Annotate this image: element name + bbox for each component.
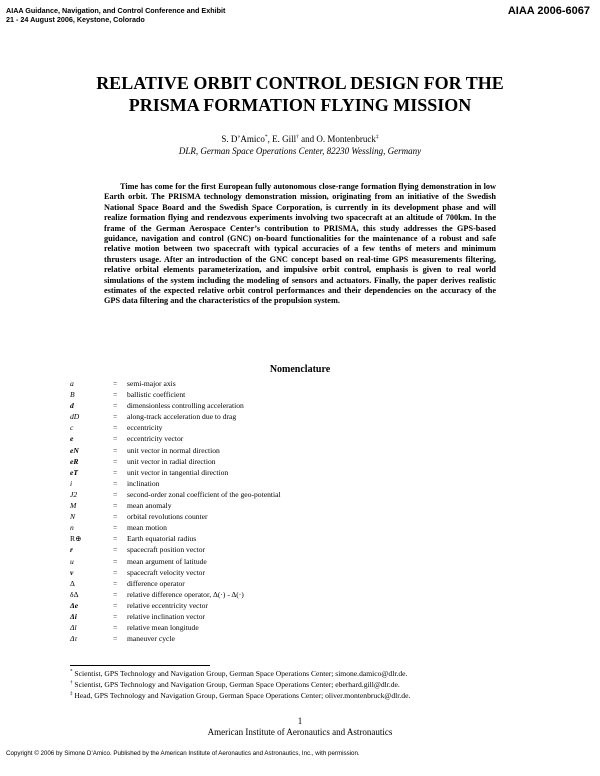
page-number: 1 xyxy=(297,716,303,726)
nomenclature-row xyxy=(70,422,530,433)
nomenclature-row xyxy=(70,478,530,489)
footnote xyxy=(70,690,540,701)
nomenclature-row xyxy=(70,622,530,633)
nom-symbol: B xyxy=(70,390,75,400)
nom-symbol: J2 xyxy=(70,489,78,499)
nom-definition: spacecraft position vector xyxy=(127,545,206,555)
author-2: E. Gill xyxy=(272,134,297,144)
nom-equals: = xyxy=(113,478,118,488)
nom-equals: = xyxy=(113,611,118,621)
nom-equals: = xyxy=(113,578,118,588)
footnotes xyxy=(70,668,540,701)
nom-equals: = xyxy=(113,379,118,388)
nom-definition: mean motion xyxy=(127,523,167,533)
nom-equals: = xyxy=(113,390,118,400)
nomenclature-row xyxy=(70,556,530,567)
nomenclature-row xyxy=(70,389,530,400)
nom-symbol: v xyxy=(70,567,74,577)
nom-symbol: dD xyxy=(70,412,80,422)
nom-equals: = xyxy=(113,456,118,466)
nom-symbol: n xyxy=(70,523,74,533)
footnote-divider xyxy=(70,665,210,666)
nom-symbol: Δi xyxy=(70,611,77,621)
nom-symbol: δΔ xyxy=(70,589,79,599)
nom-definition: relative mean longitude xyxy=(127,623,199,633)
affiliation: DLR, German Space Operations Center, 82230 Wessling, Germany xyxy=(178,146,422,156)
nom-equals: = xyxy=(113,634,118,644)
nom-definition: dimensionless controlling acceleration xyxy=(127,401,244,411)
nomenclature-row xyxy=(70,589,530,600)
author-1-mark: * xyxy=(264,134,268,140)
nom-symbol: N xyxy=(70,512,76,522)
nom-definition: unit vector in tangential direction xyxy=(127,467,229,477)
conference-header xyxy=(6,6,225,24)
nomenclature-row xyxy=(70,633,530,644)
nom-symbol: M xyxy=(70,501,77,511)
nom-definition: relative difference operator, Δ(·) - Δ(·) xyxy=(127,589,244,599)
author-1: S. D’Amico xyxy=(221,134,265,144)
nom-definition: relative eccentricity vector xyxy=(127,600,208,610)
nom-symbol: R⊕ xyxy=(70,534,82,544)
author-list: S. D’Amico*, E. Gill† and O. Montenbruck‡ xyxy=(221,134,379,144)
nom-equals: = xyxy=(113,423,118,433)
copyright-notice: Copyright © 2006 by Simone D’Amico. Published by the American Institute of Aeronautics and Astronautics, Inc., with permission. xyxy=(6,750,360,757)
nom-definition: orbital revolutions counter xyxy=(127,512,208,522)
nom-definition: spacecraft velocity vector xyxy=(127,567,206,577)
nom-definition: ballistic coefficient xyxy=(127,390,186,400)
nom-definition: difference operator xyxy=(127,578,185,588)
nomenclature-row xyxy=(70,511,530,522)
nom-equals: = xyxy=(113,412,118,422)
nom-symbol: eR xyxy=(70,456,79,466)
nom-definition: eccentricity xyxy=(127,423,163,433)
author-2-mark: † xyxy=(296,134,299,140)
nom-symbol: i xyxy=(70,478,73,488)
nomenclature-heading: Nomenclature xyxy=(269,364,331,375)
footnote-mark: † xyxy=(70,680,73,686)
nomenclature-row xyxy=(70,411,530,422)
title-line-1: RELATIVE ORBIT CONTROL DESIGN FOR THE xyxy=(96,73,504,93)
nom-equals: = xyxy=(113,401,118,411)
nom-symbol: r xyxy=(70,545,73,555)
nomenclature-row xyxy=(70,544,530,555)
nomenclature-row xyxy=(70,445,530,456)
nomenclature-row xyxy=(70,489,530,500)
nom-symbol: a xyxy=(70,379,74,388)
nom-definition: eccentricity vector xyxy=(127,434,184,444)
abstract: Time has come for the first European fully autonomous close-range formation flying demonstration in low Earth orbit. The PRISMA technology demonstration mission, originating from an initiative of the Swedish National Space Board and the Swedish Space Corporation, is currently in its development phase and will realize formation flying and rendezvous experiments involving two spacecraft at an altitude of 700km. In the frame of the German Aerospace Center’s contribution to PRISMA, this study addresses the GPS-based guidance, navigation and control (GNC) on-board functionalities for the maintenance of a robust and safe relative motion between two spacecraft with typical accuracies of a few tenths of meters and minimum thrusters usage. After an introduction of the GNC concept based on real-time GPS measurements filtering, relative orbital elements parameterization, and impulsive orbit control, emphasis is given to real world simulations of the system including the modeling of sensors and actuators. Finally, the paper derives realistic estimates of the expected relative orbit control performances and their dependencies on the accuracy of the GPS data filtering and the characteristics of the propulsion system. xyxy=(104,182,496,306)
organization-footer: American Institute of Aeronautics and Astronautics xyxy=(207,727,393,737)
nom-definition: mean anomaly xyxy=(127,501,172,511)
nom-equals: = xyxy=(113,523,118,533)
author-joiner: and xyxy=(301,134,315,144)
footnote-mark: ‡ xyxy=(70,691,73,697)
nom-symbol: d xyxy=(70,401,74,411)
nomenclature-row xyxy=(70,456,530,467)
nom-definition: along-track acceleration due to drag xyxy=(127,412,237,422)
nomenclature-row xyxy=(70,467,530,478)
nom-definition: semi-major axis xyxy=(127,379,176,388)
nom-symbol: Δ xyxy=(70,578,75,588)
paper-title xyxy=(0,72,600,116)
nomenclature-list xyxy=(70,378,530,644)
nom-equals: = xyxy=(113,445,118,455)
nom-symbol: c xyxy=(70,423,74,433)
nomenclature-row xyxy=(70,433,530,444)
nom-definition: relative inclination vector xyxy=(127,611,206,621)
nom-symbol: eN xyxy=(70,445,79,455)
nom-symbol: eT xyxy=(70,467,79,477)
paper-number: AIAA 2006-6067 xyxy=(507,5,590,17)
nom-equals: = xyxy=(113,600,118,610)
nom-equals: = xyxy=(113,489,118,499)
nom-definition: unit vector in radial direction xyxy=(127,456,216,466)
nom-equals: = xyxy=(113,567,118,577)
footnote xyxy=(70,679,540,690)
title-line-2: PRISMA FORMATION FLYING MISSION xyxy=(128,95,472,115)
nomenclature-row xyxy=(70,578,530,589)
nom-symbol: e xyxy=(70,434,74,444)
conference-date-location: 21 - 24 August 2006, Keystone, Colorado xyxy=(6,15,145,24)
nomenclature-row xyxy=(70,500,530,511)
nomenclature-row xyxy=(70,567,530,578)
nomenclature-row xyxy=(70,400,530,411)
nomenclature-row xyxy=(70,600,530,611)
footnote-text: Scientist, GPS Technology and Navigation Group, German Space Operations Center; simone.damico@dlr.de. xyxy=(74,669,408,678)
nom-equals: = xyxy=(113,589,118,599)
nom-definition: maneuver cycle xyxy=(127,634,175,644)
nom-definition: mean argument of latitude xyxy=(127,556,207,566)
nom-equals: = xyxy=(113,556,118,566)
nom-equals: = xyxy=(113,512,118,522)
nom-symbol: u xyxy=(70,556,74,566)
conference-name: AIAA Guidance, Navigation, and Control Conference and Exhibit xyxy=(6,6,226,15)
footnote-text: Scientist, GPS Technology and Navigation Group, German Space Operations Center; eberhard.gill@dlr.de. xyxy=(74,680,400,689)
nom-symbol: Δl xyxy=(70,623,77,633)
nom-equals: = xyxy=(113,467,118,477)
nom-equals: = xyxy=(113,623,118,633)
nom-equals: = xyxy=(113,434,118,444)
nom-symbol: Δe xyxy=(70,600,79,610)
author-3: O. Montenbruck xyxy=(316,134,376,144)
footnote-text: Head, GPS Technology and Navigation Group, German Space Operations Center; oliver.montenbruck@dlr.de. xyxy=(74,691,411,700)
nom-equals: = xyxy=(113,545,118,555)
nom-definition: second-order zonal coefficient of the geo-potential xyxy=(127,489,281,499)
nom-equals: = xyxy=(113,534,118,544)
nomenclature-row xyxy=(70,611,530,622)
nom-definition: unit vector in normal direction xyxy=(127,445,220,455)
footnote xyxy=(70,668,540,679)
footnote-mark: * xyxy=(70,669,73,675)
nomenclature-row xyxy=(70,533,530,544)
nomenclature-row xyxy=(70,378,530,389)
author-3-mark: ‡ xyxy=(375,134,379,140)
nom-definition: Earth equatorial radius xyxy=(127,534,197,544)
nom-equals: = xyxy=(113,501,118,511)
nom-symbol: Δτ xyxy=(70,634,78,644)
nomenclature-row xyxy=(70,522,530,533)
nom-definition: inclination xyxy=(127,478,160,488)
